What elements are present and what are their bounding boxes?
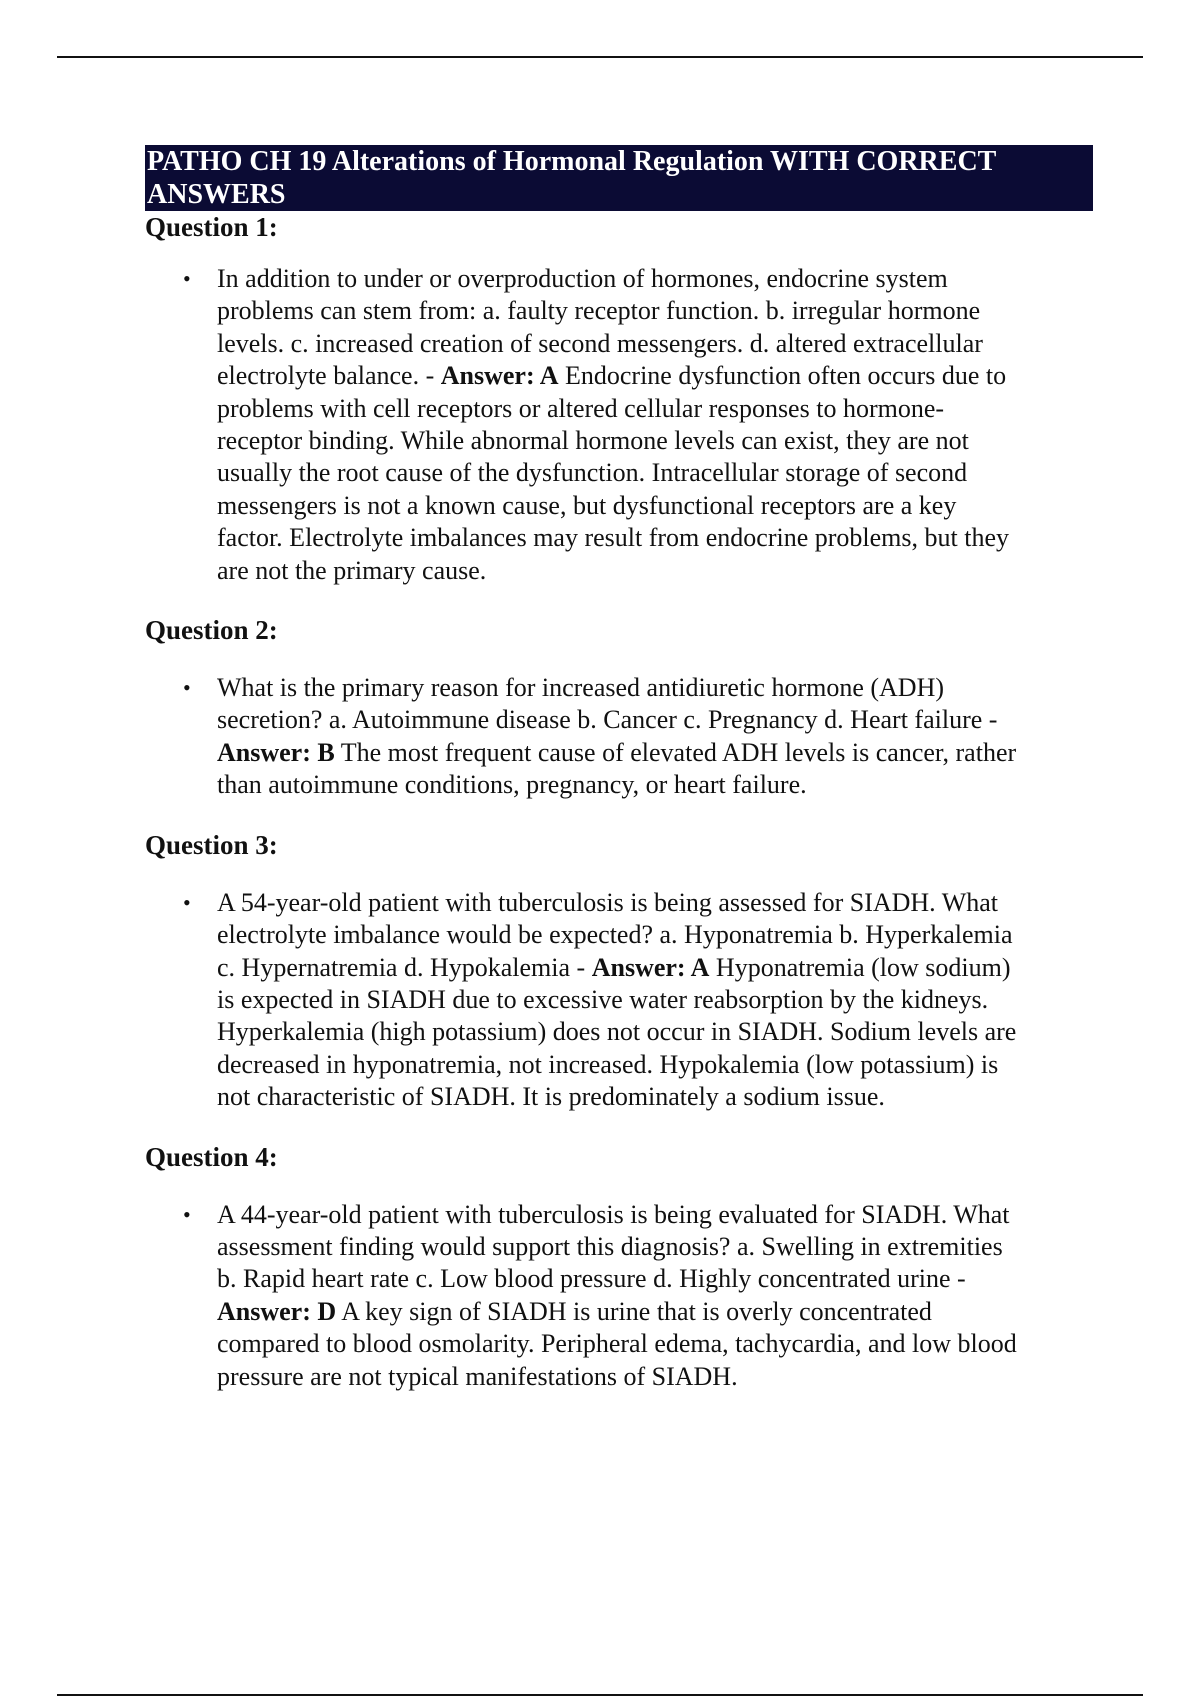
- answer-label: Answer: A: [440, 361, 559, 391]
- question-text: A 44-year-old patient with tuberculosis is being evaluated for SIADH. What assessment finding would support this diagnosis? a. Swelling in extremities b. Rapid heart rate c. Low blood pressure d. Highly concentrated urine -: [217, 1199, 1010, 1294]
- question-heading: Question 4:: [145, 1141, 278, 1172]
- question-heading: Question 3:: [145, 829, 278, 860]
- bullet-icon: •: [183, 675, 191, 701]
- question-list: [145, 887, 1093, 1114]
- bullet-icon: •: [183, 1201, 191, 1227]
- question-heading: Question 1:: [145, 212, 278, 242]
- question-3: [145, 829, 1093, 1114]
- answer-explanation: The most frequent cause of elevated ADH levels is cancer, rather than autoimmune conditions, pregnancy, or heart failure.: [217, 737, 1017, 800]
- question-heading: Question 2:: [145, 615, 278, 646]
- bullet-icon: •: [183, 889, 191, 915]
- question-list: [145, 672, 1093, 802]
- question-text: What is the primary reason for increased antidiuretic hormone (ADH) secretion? a. Autoimmune disease b. Cancer c. Pregnancy d. Heart failure -: [217, 673, 998, 735]
- answer-explanation: Endocrine dysfunction often occurs due to problems with cell receptors or altered cellular responses to hormone-receptor binding. While abnormal hormone levels can exist, they are not usually the root cause of the dysfunction. Intracellular storage of second messengers is not a known cause, but dysfunctional receptors are a key factor. Electrolyte imbalances may result from endocrine problems, but they are not the primary cause.: [217, 361, 1010, 585]
- question-item: [145, 672, 1027, 802]
- question-4: [145, 1141, 1093, 1393]
- question-text: In addition to under or overproduction of hormones, endocrine system problems can stem from: a. faulty receptor function. b. irregular hormone levels. c. increased creation of second messengers. d. altered extracellular electrolyte balance. -: [217, 264, 983, 391]
- answer-label: Answer: D: [217, 1296, 337, 1326]
- answer-explanation: Hyponatremia (low sodium) is expected in SIADH due to excessive water reabsorption by the kidneys. Hyperkalemia (high potassium) does not occur in SIADH. Sodium levels are decreased in hyponatremia, not increased. Hypokalemia (low potassium) is not characteristic of SIADH. It is predominately a sodium issue.: [217, 952, 1017, 1112]
- answer-explanation: A key sign of SIADH is urine that is overly concentrated compared to blood osmolarity. Peripheral edema, tachycardia, and low blood pressure are not typical manifestations of SIADH.: [217, 1296, 1017, 1391]
- document-body: [145, 145, 1093, 1393]
- answer-label: Answer: A: [591, 952, 710, 982]
- question-2: [145, 614, 1093, 802]
- top-rule: [57, 56, 1143, 58]
- question-list: [145, 1199, 1093, 1393]
- question-1: [145, 211, 1093, 587]
- bottom-rule: [57, 1694, 1143, 1696]
- question-item: [145, 887, 1027, 1114]
- question-list: [145, 263, 1093, 587]
- question-item: [145, 1199, 1027, 1393]
- bullet-icon: •: [183, 266, 191, 291]
- answer-label: Answer: B: [217, 737, 335, 767]
- question-item: [145, 263, 1027, 587]
- question-text: A 54-year-old patient with tuberculosis is being assessed for SIADH. What electrolyte imbalance would be expected? a. Hyponatremia b. Hyperkalemia c. Hypernatremia d. Hypokalemia -: [217, 887, 1013, 982]
- document-title: PATHO CH 19 Alterations of Hormonal Regulation WITH CORRECT ANSWERS: [145, 145, 1093, 211]
